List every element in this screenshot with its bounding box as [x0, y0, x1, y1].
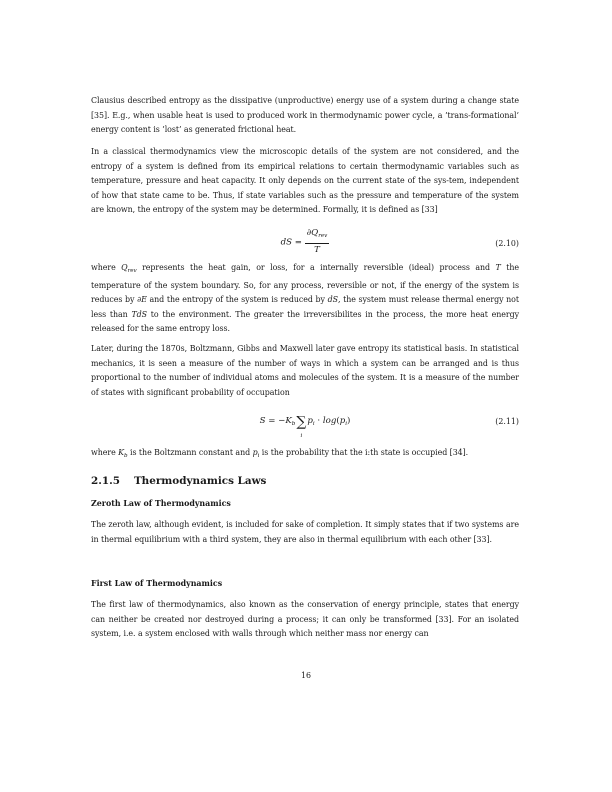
text-run: to the environment. The greater the irreversibilites in the process, the more heat energy released for the same entropy loss.: [91, 309, 519, 334]
equation-number: (2.11): [495, 417, 519, 426]
paragraph-first-law: The first law of thermodynamics, also known as the conservation of energy principle, states that energy can neither be created nor destroyed during a process; it can only be transformed [33]. For an isolated system, i.e. a system enclosed with walls through which neither mass nor energy can: [91, 600, 519, 639]
equation-2-11-body: [91, 414, 519, 439]
text-run: is the probability that the i:th state is occupied [34].: [259, 448, 469, 457]
eq-equals: =: [292, 237, 305, 248]
math-t: T: [495, 263, 501, 272]
eq-p-subscript: i: [312, 421, 315, 427]
text-run: where: [91, 263, 122, 272]
text-run: , the system must release thermal energy not less than: [91, 295, 519, 319]
math-k: K: [118, 448, 125, 457]
equation-2-10-body: [91, 228, 519, 256]
eq-equals: = −: [265, 416, 286, 426]
equation-number: (2.10): [495, 239, 519, 248]
eq-p: p: [307, 416, 313, 426]
eq-log-p-subscript: i: [345, 421, 348, 427]
eq-sum-symbol: ∑: [296, 414, 307, 430]
text-run: is the Boltzmann constant and: [127, 448, 253, 457]
page-number: 16: [300, 671, 312, 680]
math-ds: dS: [327, 295, 338, 305]
math-p: p: [252, 448, 258, 457]
paragraph-boltzmann: Later, during the 1870s, Boltzmann, Gibbs and Maxwell later gave entropy its statistical basis. In statistical mechanics, it is seen a measure of the number of ways in which a system can be arranged and is thus proportional to the number of individual atoms and molecules of the system. It is a measure of the number of states with significant probability of occupation: [91, 344, 519, 397]
math-tds: TdS: [131, 309, 148, 319]
eq-log-p: p: [339, 416, 346, 426]
paragraph-clausius: Clausius described entropy as the dissipative (unproductive) energy use of a system during a change state [35]. E.g., when usable heat is used to produced work in thermodynamic power cycle, a ’trans-formational’ energy content is ’lost’ as generated frictional heat.: [91, 96, 519, 135]
section-heading: [91, 475, 266, 487]
equation-2-11: [91, 413, 519, 443]
subheading-zeroth-law: Zeroth Law of Thermodynamics: [91, 499, 231, 508]
eq-sum-index: i: [300, 433, 303, 439]
section-title: Thermodynamics Laws: [133, 475, 267, 487]
eq-k-subscript: b: [291, 421, 296, 427]
eq-denominator: T: [314, 245, 320, 255]
math-de: ∂E: [137, 295, 147, 305]
eq-k: K: [285, 416, 292, 426]
eq-lhs: S: [259, 416, 266, 426]
eq-fraction: [305, 228, 330, 256]
section-number: 2.1.5: [91, 475, 120, 487]
paragraph-where-qrev: [91, 261, 519, 337]
paragraph-zeroth-law: The zeroth law, although evident, is included for sake of completion. It simply states that if two systems are in thermal equilibrium with a third system, they are also in thermal equilibrium with each other [33].: [91, 520, 519, 544]
math-k-subscript: b: [124, 453, 128, 459]
math-p-subscript: i: [257, 453, 260, 459]
eq-num-symbol: ∂Q: [306, 228, 319, 238]
text-run: the temperature of the system boundary. So, for any process, reversible or not, if the energy of the system is reduces by: [91, 263, 519, 305]
text-run: where: [91, 448, 119, 457]
eq-num-subscript: rev: [318, 233, 328, 239]
eq-log: log: [322, 416, 337, 426]
eq-lhs: dS: [280, 237, 293, 248]
text-run: represents the heat gain, or loss, for a internally reversible (ideal) process and: [136, 263, 496, 272]
paragraph-classical-view: In a classical thermodynamics view the microscopic details of the system are not considered, and the entropy of a system is defined from its empirical relations to certain thermodynamic variables such as temperature, pressure and heat capacity. It only depends on the current state of the sys-tem, independent of how that state came to be. Thus, if state variables such as the pressure and temperature of the system are known, the entropy of the system may be determined. Formally, it is defined as [33]: [91, 147, 519, 215]
eq-paren-open: (: [336, 416, 340, 426]
math-q-subscript: rev: [127, 268, 137, 274]
eq-numerator: [305, 228, 330, 244]
text-run: and the entropy of the system is reduced by: [146, 295, 328, 305]
eq-dot: ·: [314, 416, 323, 426]
math-q: Q: [121, 263, 128, 272]
paragraph-where-kb: [91, 446, 519, 464]
subheading-first-law: First Law of Thermodynamics: [91, 579, 223, 588]
eq-summation: [295, 414, 307, 439]
eq-paren-close: ): [347, 416, 351, 426]
equation-2-10: [91, 228, 519, 258]
